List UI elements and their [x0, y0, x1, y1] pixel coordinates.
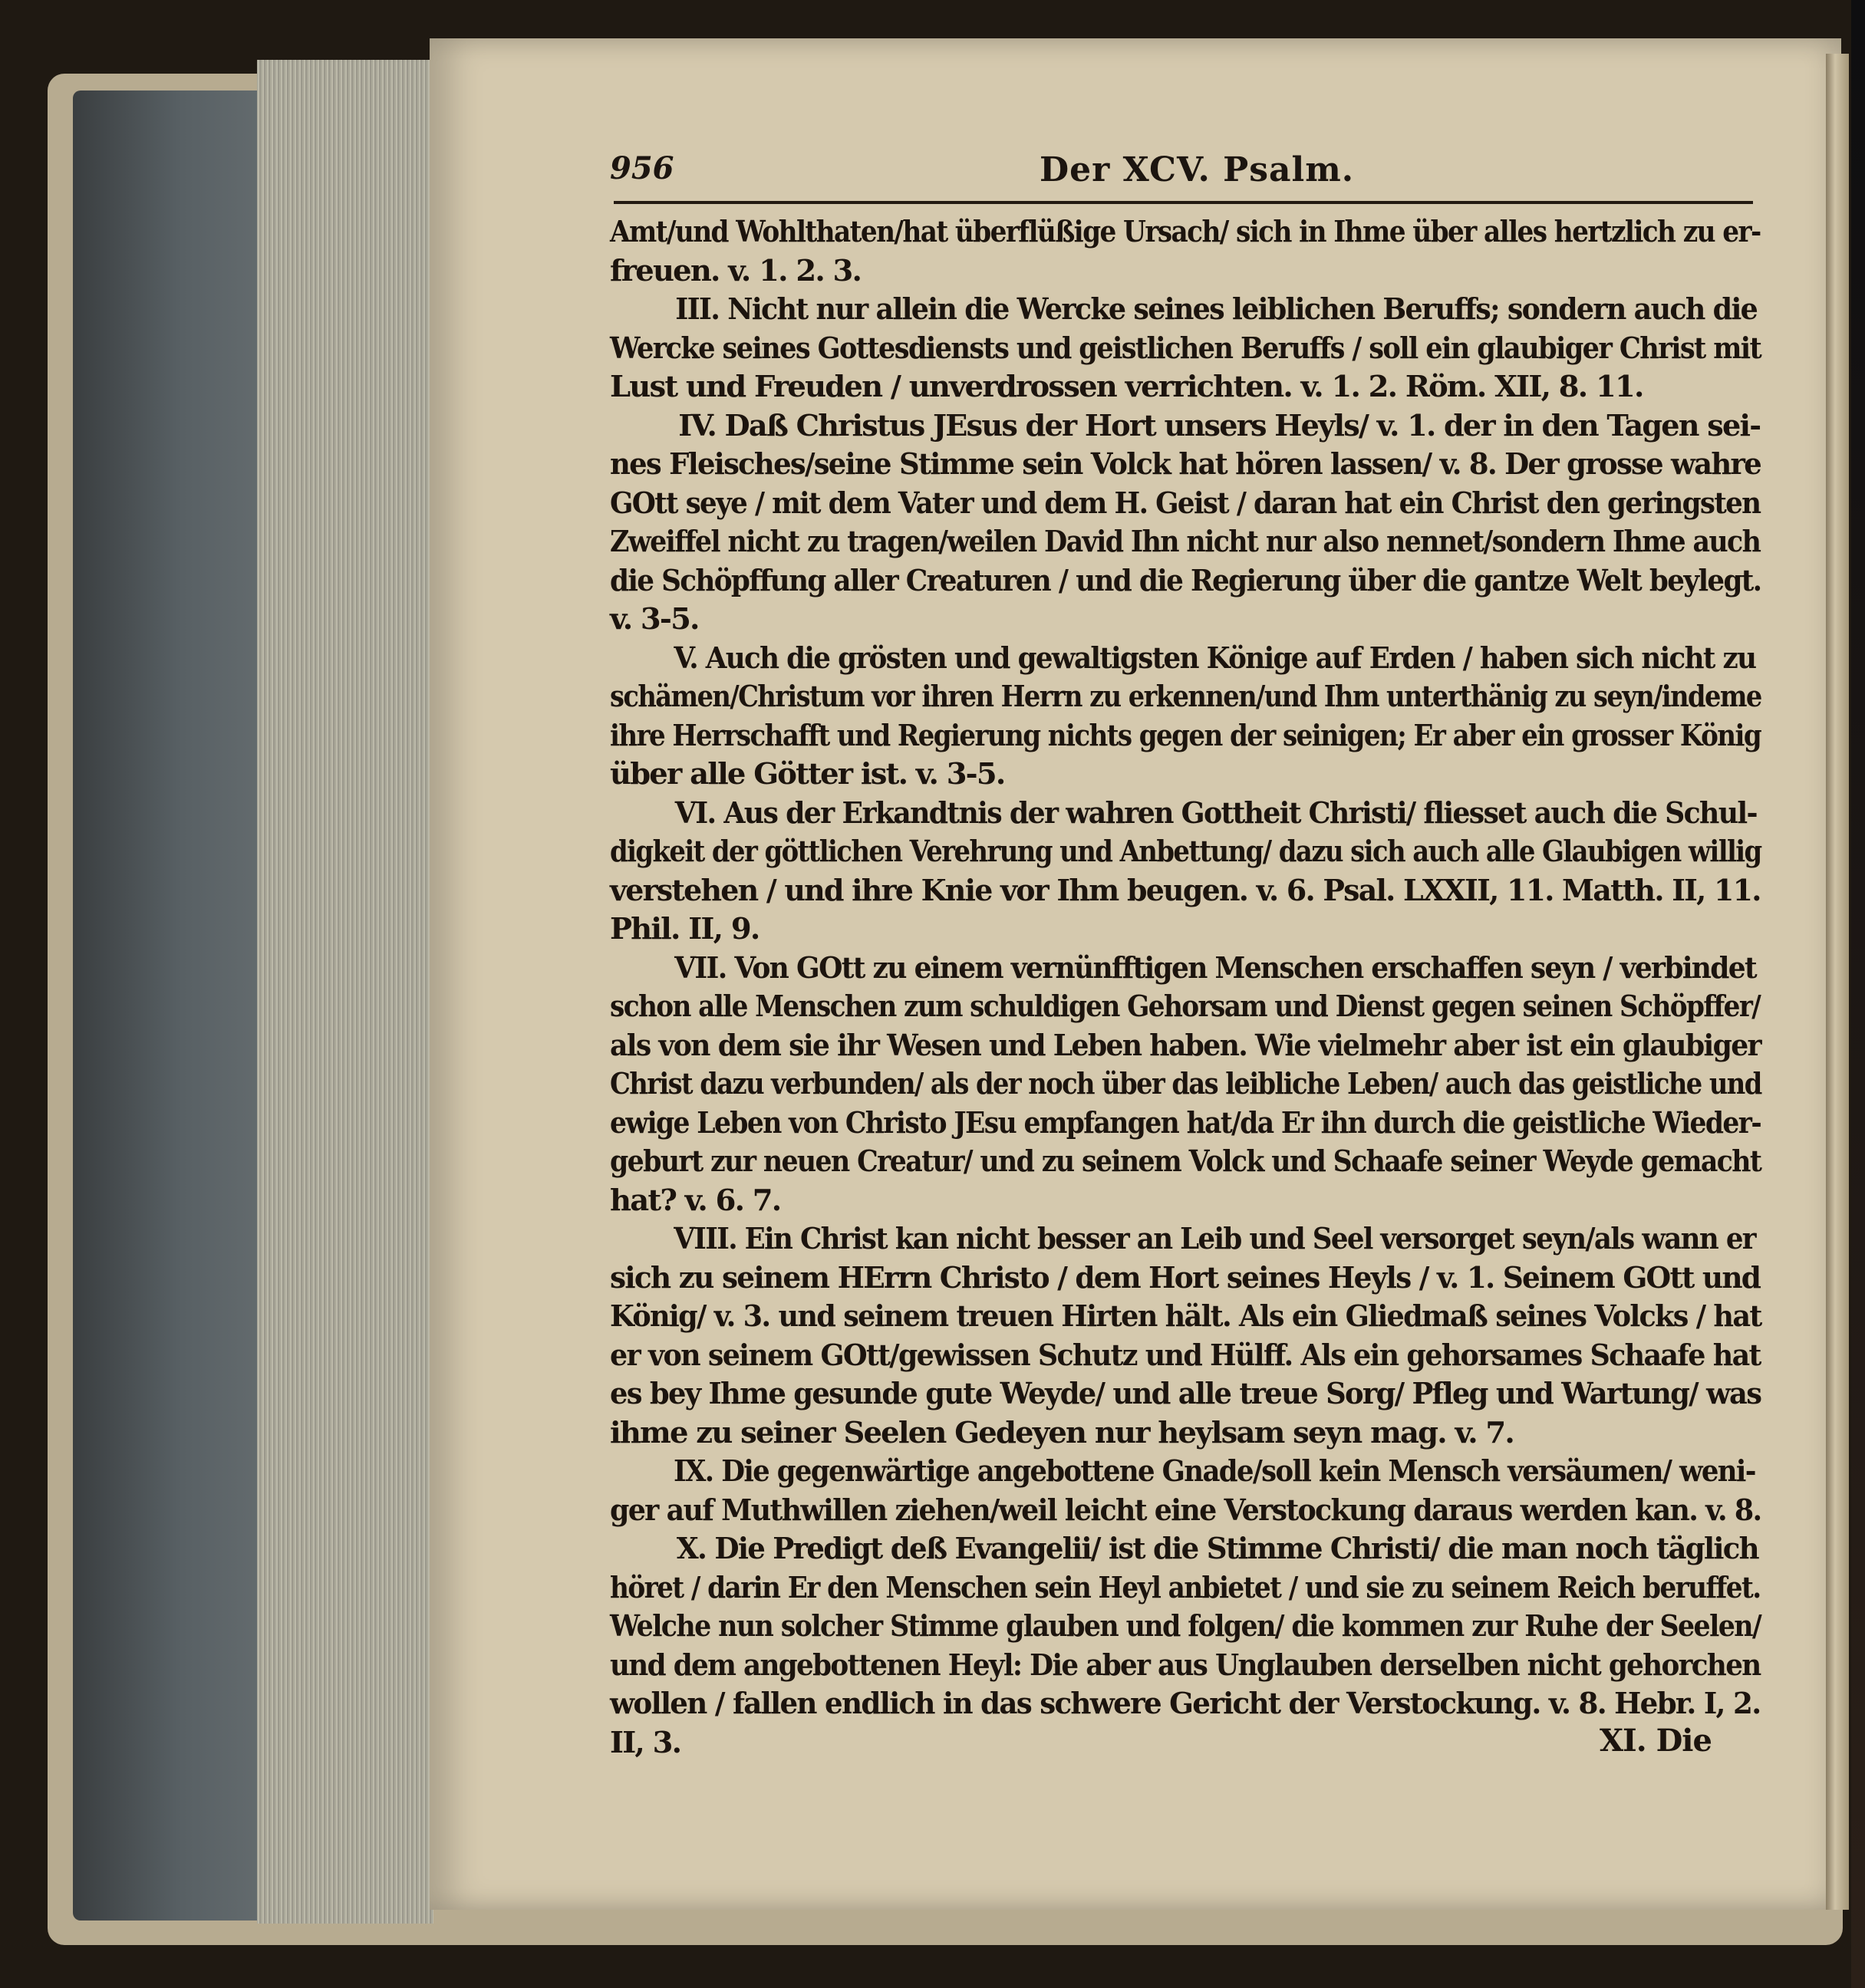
text-line: Phil. II, 9. [610, 912, 760, 946]
text-line: Lust und Freuden / unverdrossen verrichten. v. 1. 2. Röm. XII, 8. 11. [610, 370, 1643, 404]
page-gutter [1826, 54, 1849, 1910]
text-line: digkeit der göttlichen Verehrung und Anbettung/ dazu sich auch alle Glaubigen willig [610, 834, 1761, 869]
text-line: II, 3. [610, 1725, 681, 1760]
text-line: als von dem sie ihr Wesen und Leben haben. Wie vielmehr aber ist ein glaubiger [610, 1028, 1761, 1063]
text-line: v. 3-5. [610, 602, 699, 637]
page-number: 956 [610, 150, 674, 186]
text-line: V. Auch die grösten und gewaltigsten Könige auf Erden / haben sich nicht zu [674, 640, 1756, 676]
text-line: VIII. Ein Christ kan nicht besser an Leib und Seel versorget seyn/als wann er [674, 1222, 1755, 1256]
text-line: III. Nicht nur allein die Wercke seines leiblichen Beruffs; sondern auch die [675, 292, 1758, 327]
text-line: verstehen / und ihre Knie vor Ihm beugen. v. 6. Psal. LXXII, 11. Matth. II, 11. [610, 873, 1761, 908]
text-line: schon alle Menschen zum schuldigen Gehorsam und Dienst gegen seinen Schöpffer/ [610, 989, 1761, 1024]
text-line: Amt/und Wohlthaten/hat überflüßige Ursach/ sich in Ihme über alles hertzlich zu er- [610, 215, 1761, 249]
text-line: nes Fleisches/seine Stimme sein Volck hat hören lassen/ v. 8. Der grosse wahre [610, 447, 1761, 482]
running-title: Der XCV. Psalm. [1040, 150, 1355, 189]
text-line: VII. Von GOtt zu einem vernünfftigen Menschen erschaffen seyn / verbindet [674, 950, 1756, 986]
header-rule [614, 201, 1753, 204]
page-edges [257, 60, 433, 1924]
text-line: IV. Daß Christus JEsus der Hort unsers Heyls/ v. 1. der in den Tagen sei- [678, 408, 1761, 443]
text-line: Wercke seines Gottesdiensts und geistlichen Beruffs / soll ein glaubiger Christ mit [610, 331, 1761, 366]
text-line: sich zu seinem HErrn Christo / dem Hort seines Heyls / v. 1. Seinem GOtt und [610, 1260, 1761, 1295]
body-text [610, 213, 1761, 1763]
text-line: geburt zur neuen Creatur/ und zu seinem Volck und Schaafe seiner Weyde gemacht [610, 1144, 1761, 1179]
text-line: höret / darin Er den Menschen sein Heyl anbietet / und sie zu seinem Reich beruffet. [610, 1570, 1761, 1605]
text-line: ihre Herrschafft und Regierung nichts gegen der seinigen; Er aber ein grosser König [610, 718, 1761, 753]
text-line: Christ dazu verbunden/ als der noch über das leibliche Leben/ auch das geistliche und [610, 1067, 1761, 1101]
text-line: X. Die Predigt deß Evangelii/ ist die Stimme Christi/ die man noch täglich [676, 1532, 1758, 1566]
text-line: IX. Die gegenwärtige angebottene Gnade/soll kein Mensch versäumen/ weni- [673, 1454, 1755, 1489]
text-line: König/ v. 3. und seinem treuen Hirten hält. Als ein Gliedmaß seines Volcks / hat [610, 1299, 1761, 1334]
page-header [610, 150, 1753, 196]
text-line: GOtt seye / mit dem Vater und dem H. Geist / daran hat ein Christ den geringsten [610, 485, 1761, 521]
text-line: die Schöpffung aller Creaturen / und die Regierung über die gantze Welt beylegt. [610, 563, 1761, 598]
calibration-strip [1851, 0, 1865, 1988]
text-line: über alle Götter ist. v. 3-5. [610, 757, 1005, 792]
text-line: freuen. v. 1. 2. 3. [610, 253, 862, 288]
text-line: er von seinem GOtt/gewissen Schutz und Hülff. Als ein gehorsames Schaafe hat [610, 1338, 1761, 1373]
text-line: ger auf Muthwillen ziehen/weil leicht eine Verstockung daraus werden kan. v. 8. [610, 1493, 1761, 1528]
text-line: ihme zu seiner Seelen Gedeyen nur heylsam seyn mag. v. 7. [610, 1415, 1514, 1450]
catchword: XI. Die [1600, 1723, 1712, 1759]
text-line: VI. Aus der Erkandtnis der wahren Gottheit Christi/ fliesset auch die Schul- [674, 795, 1757, 831]
text-line: hat? v. 6. 7. [610, 1183, 781, 1218]
text-line: es bey Ihme gesunde gute Weyde/ und alle treue Sorg/ Pfleg und Wartung/ was [610, 1377, 1761, 1411]
text-line: schämen/Christum vor ihren Herrn zu erkennen/und Ihm unterthänig zu seyn/indeme [610, 680, 1761, 714]
text-line: Zweiffel nicht zu tragen/weilen David Ihn nicht nur also nennet/sondern Ihme auch [610, 525, 1761, 559]
text-line: Welche nun solcher Stimme glauben und folgen/ die kommen zur Ruhe der Seelen/ [610, 1609, 1761, 1644]
text-line: ewige Leben von Christo JEsu empfangen hat/da Er ihn durch die geistliche Wieder- [610, 1105, 1761, 1140]
text-line: wollen / fallen endlich in das schwere Gericht der Verstockung. v. 8. Hebr. I, 2. [610, 1687, 1761, 1721]
text-line: und dem angebottenen Heyl: Die aber aus Unglauben derselben nicht gehorchen [610, 1647, 1761, 1683]
